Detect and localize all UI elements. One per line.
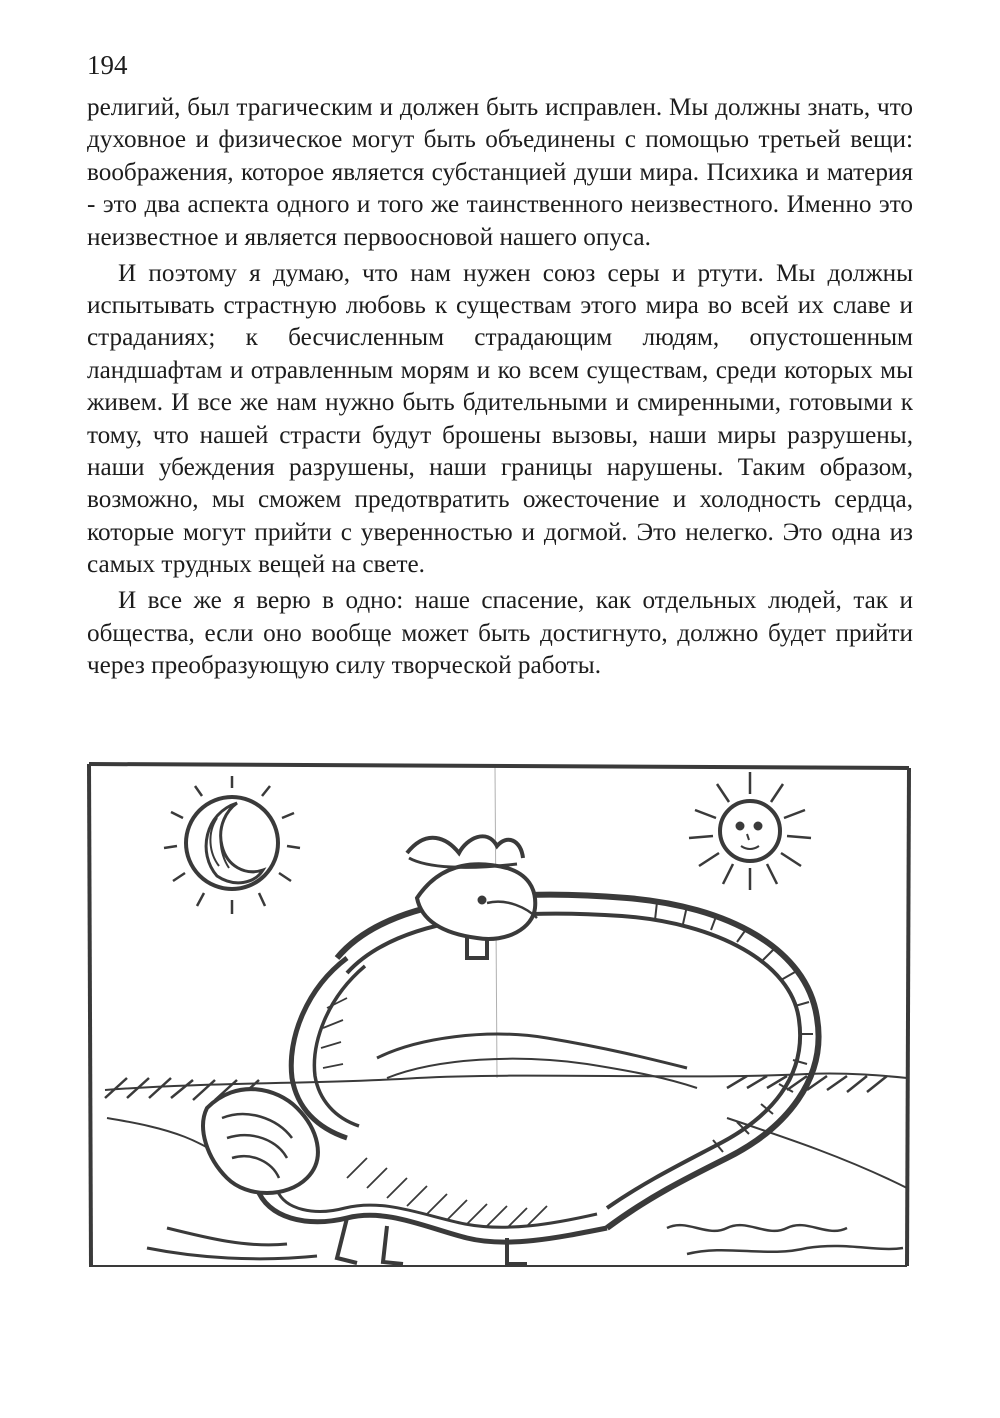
page-number: 194 (87, 50, 128, 80)
moon-icon (164, 776, 300, 914)
ouroboros-woodcut (87, 758, 913, 1270)
ouroboros-dragon (147, 836, 819, 1264)
paragraph-1: религий, был трагическим и должен быть исправлен. Мы должны знать, что духовное и физическое могут быть объединены с помощью третьей вещи: воображения, которое является субстанцией души мира. Психика и материя - это два аспекта одного и того же таинственного неизвестного. Именно это неизвестное и является первоосновой нашего опуса. (87, 94, 913, 251)
paragraph-3: И все же я верю в одно: наше спасение, как отдельных людей, так и общества, если оно вообще может быть достигнуто, должно будет прийти через преобразующую силу творческой работы. (87, 587, 913, 679)
sun-icon (689, 772, 811, 890)
woodcut-illustration (87, 758, 913, 1270)
body-text (87, 92, 913, 686)
paragraph-2: И поэтому я думаю, что нам нужен союз серы и ртути. Мы должны испытывать страстную любовь к существам этого мира во всей их славе и страданиях; к бесчисленным страдающим людям, опустошенным ландшафтам и отравленным морям и ко всем существам, среди которых мы живем. И все же нам нужно быть бдительными и смиренными, готовыми к тому, что нашей страсти будут брошены вызовы, наши миры разрушены, наши убеждения разрушены, наши границы нарушены. Таким образом, возможно, мы сможем предотвратить ожесточение и холодность сердца, которые могут прийти с уверенностью и догмой. Это нелегко. Это одна из самых трудных вещей на свете. (87, 259, 913, 579)
